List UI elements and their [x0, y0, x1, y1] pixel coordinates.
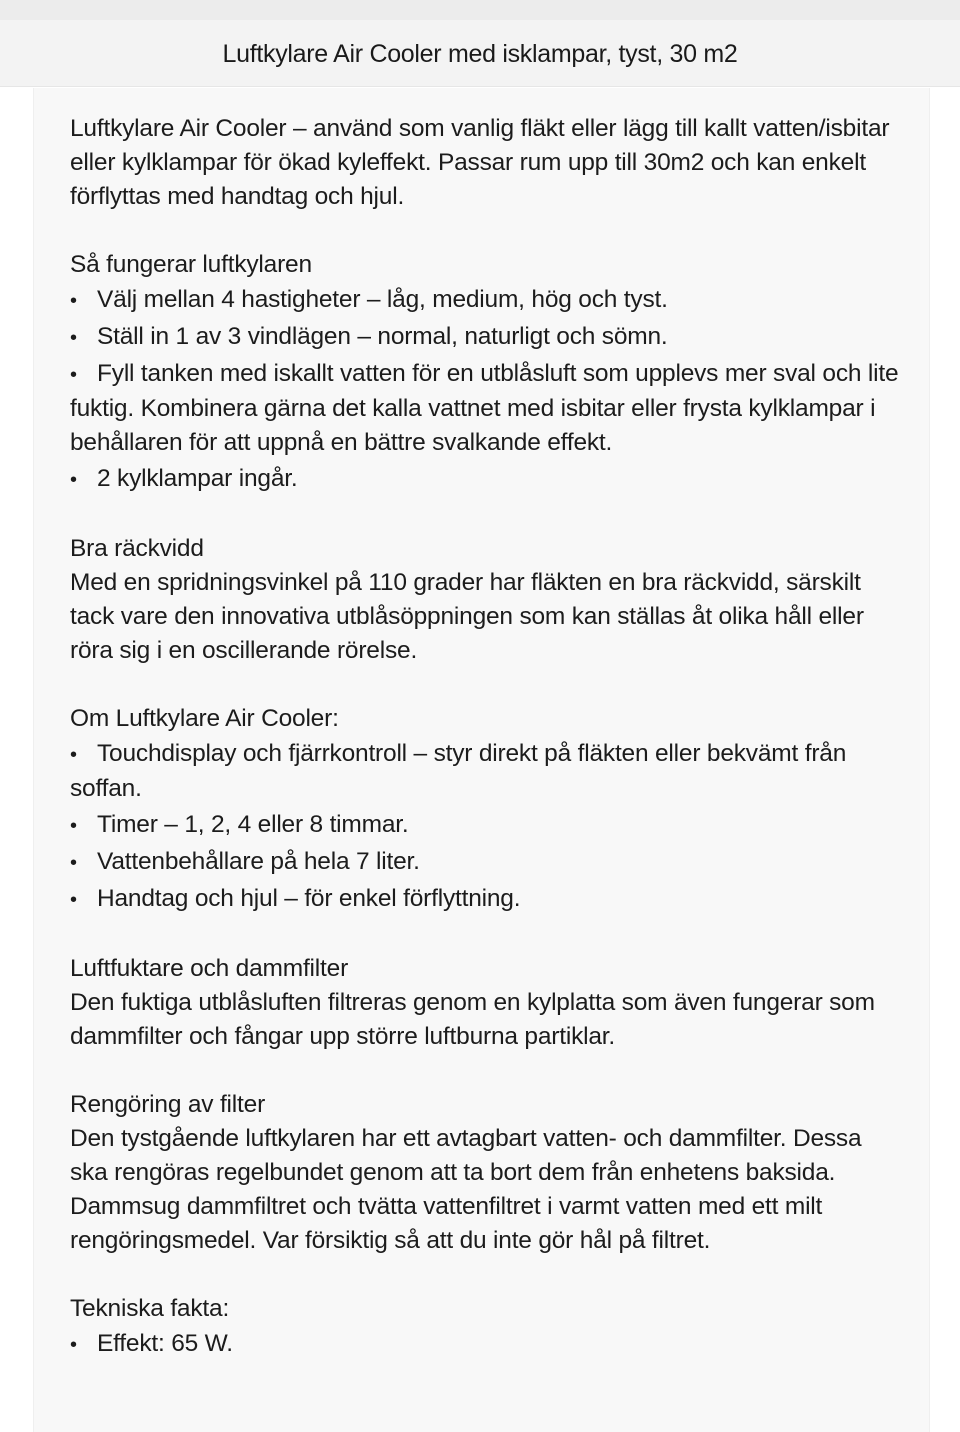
list-item: • Vattenbehållare på hela 7 liter. [70, 844, 900, 881]
bullet-icon: • [70, 469, 77, 491]
section-heading-cleaning: Rengöring av filter [70, 1091, 266, 1118]
page-title: Luftkylare Air Cooler med isklampar, tyst, 30 m2 [222, 39, 738, 68]
section-heading-tech: Tekniska fakta: [70, 1295, 230, 1322]
section-heading-range: Bra räckvidd [70, 535, 204, 562]
list-item: • Ställ in 1 av 3 vindlägen – normal, naturligt och sömn. [70, 319, 900, 356]
section-heading-humidifier: Luftfuktare och dammfilter [70, 955, 349, 982]
bullet-icon: • [70, 364, 77, 386]
top-strip [0, 0, 960, 20]
list-item: • 2 kylklampar ingår. [70, 461, 900, 498]
spacer [70, 668, 900, 702]
spacer [70, 918, 900, 952]
list-item: • Touchdisplay och fjärrkontroll – styr direkt på fläkten eller bekvämt från soffan. [70, 740, 847, 802]
bullet-icon: • [70, 290, 77, 312]
bullet-icon: • [70, 889, 77, 911]
cleaning-paragraph: Den tystgående luftkylaren har ett avtagbart vatten- och dammfilter. Dessa ska rengöras regelbundet genom att ta bort dem från enhetens baksida. Dammsug dammfiltret och tvätta vattenfiltret i varmt vatten med ett milt rengöringsmedel. Var försiktig så att du inte gör hål på filtret. [70, 1125, 862, 1254]
bullet-icon: • [70, 327, 77, 349]
page-header [0, 20, 960, 87]
spacer [70, 1054, 900, 1088]
range-paragraph: Med en spridningsvinkel på 110 grader har fläkten en bra räckvidd, särskilt tack vare den innovativa utblåsöppningen som kan ställas åt olika håll eller röra sig i en oscillerande rörelse. [70, 569, 864, 664]
list-item: • Välj mellan 4 hastigheter – låg, medium, hög och tyst. [70, 282, 900, 319]
spacer [70, 498, 900, 532]
bullet-icon: • [70, 815, 77, 837]
list-item: • Effekt: 65 W. [70, 1326, 900, 1363]
bullet-icon: • [70, 744, 77, 766]
bullet-icon: • [70, 852, 77, 874]
section-heading-about: Om Luftkylare Air Cooler: [70, 705, 339, 732]
list-item: • Timer – 1, 2, 4 eller 8 timmar. [70, 807, 900, 844]
product-description [70, 112, 900, 1363]
humidifier-paragraph: Den fuktiga utblåsluften filtreras genom en kylplatta som även fungerar som dammfilter och fångar upp större luftburna partiklar. [70, 989, 875, 1050]
list-item: • Fyll tanken med iskallt vatten för en utblåsluft som upplevs mer sval och lite fuktig. Kombinera gärna det kalla vattnet med isbitar eller frysta kylklampar i behållaren för att uppnå en bättre svalkande effekt. [70, 360, 899, 456]
intro-paragraph: Luftkylare Air Cooler – använd som vanlig fläkt eller lägg till kallt vatten/isbitar eller kylklampar för ökad kyleffekt. Passar rum upp till 30m2 och kan enkelt förflyttas med handtag och hjul. [70, 115, 890, 210]
section-heading-how-it-works: Så fungerar luftkylaren [70, 251, 312, 278]
bullet-icon: • [70, 1334, 77, 1356]
list-item: • Handtag och hjul – för enkel förflyttning. [70, 881, 900, 918]
spacer [70, 1258, 900, 1292]
spacer [70, 214, 900, 248]
